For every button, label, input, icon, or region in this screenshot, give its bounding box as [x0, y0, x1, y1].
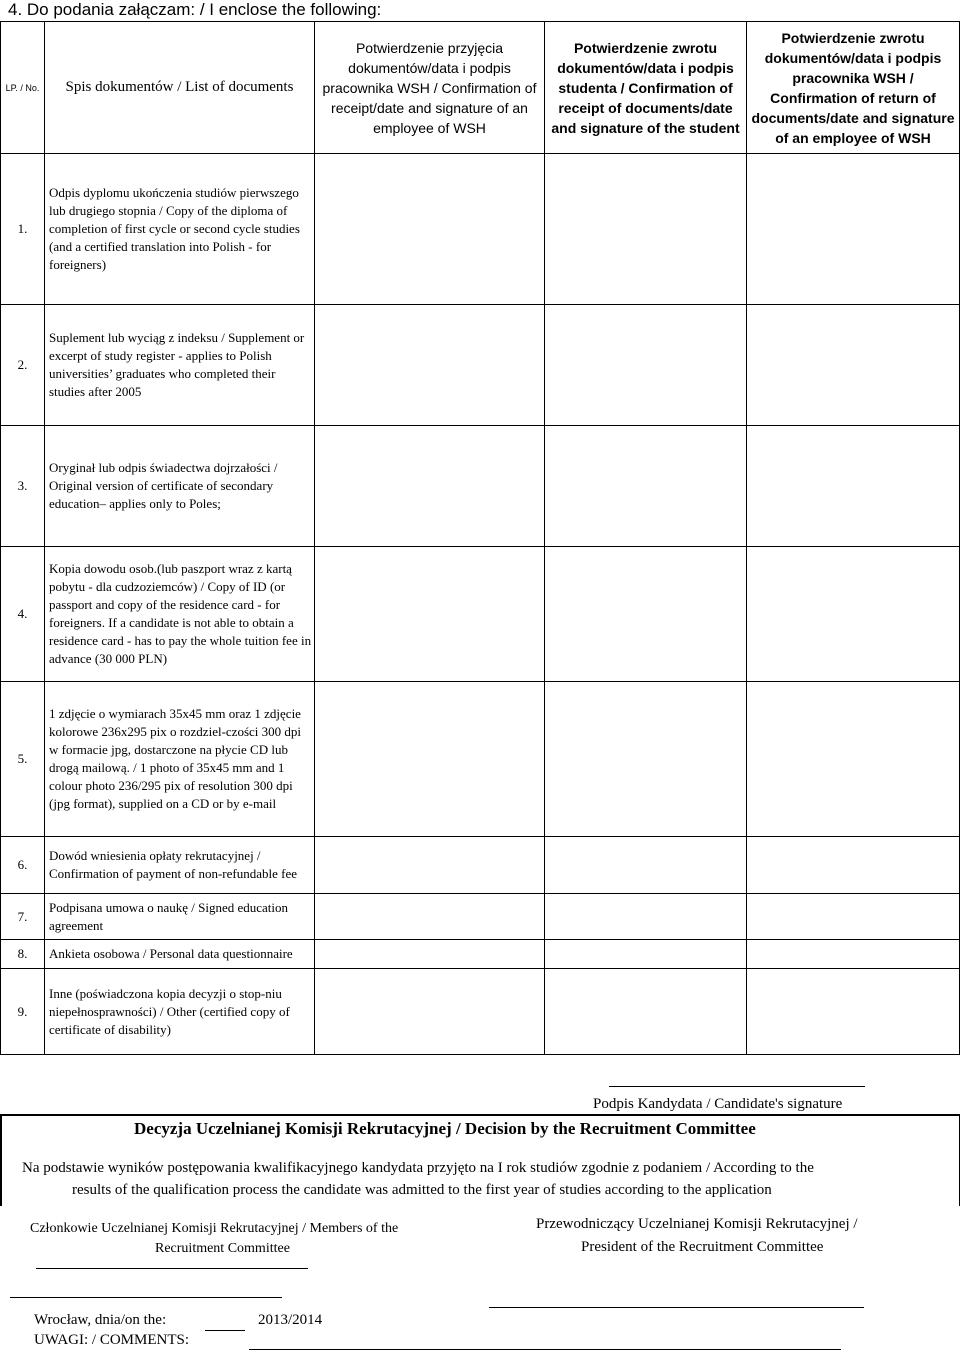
members-label-line-1: Członkowie Uczelnianej Komisji Rekrutacyjnej / Members of the [30, 1221, 399, 1236]
document-description: Dowód wniesienia opłaty rekrutacyjnej / Confirmation of payment of non-refundable fee [45, 837, 315, 894]
row-number: 6. [1, 837, 45, 894]
document-description: Inne (poświadczona kopia decyzji o stop-niu niepełnosprawności) / Other (certified copy of certificate of disability) [45, 969, 315, 1055]
row-number: 7. [1, 894, 45, 940]
table-row [1, 154, 960, 305]
header-receipt: Potwierdzenie przyjęcia dokumentów/data i podpis pracownika WSH / Confirmation of receipt/date and signature of an employee of WSH [315, 22, 545, 154]
table-row [1, 682, 960, 837]
row-number: 4. [1, 547, 45, 682]
receipt-cell[interactable] [315, 940, 545, 969]
document-description: 1 zdjęcie o wymiarach 35x45 mm oraz 1 zdjęcie kolorowe 236x295 pix o rozdziel-czości 300 dpi w formacie jpg, dostarczone na płycie CD lub drogą mailową. / 1 photo of 35x45 mm and 1 colour photo 236/295 pix of resolution 300 dpi (jpg format), supplied on a CD or by e-mail [45, 682, 315, 837]
return-employee-cell[interactable] [747, 682, 960, 837]
header-return-student: Potwierdzenie zwrotu dokumentów/data i podpis studenta / Confirmation of receipt of documents/date and signature of the student [545, 22, 747, 154]
header-list: Spis dokumentów / List of documents [45, 22, 315, 154]
receipt-cell[interactable] [315, 154, 545, 305]
table-row [1, 940, 960, 969]
president-label-line-2: President of the Recruitment Committee [581, 1239, 824, 1255]
return-student-cell[interactable] [545, 305, 747, 426]
return-student-cell[interactable] [545, 940, 747, 969]
comments-label: UWAGI: / COMMENTS: [34, 1332, 190, 1348]
document-description: Suplement lub wyciąg z indeksu / Supplement or excerpt of study register - applies to Polish universities’ graduates who completed their studies after 2005 [45, 305, 315, 426]
return-student-cell[interactable] [545, 682, 747, 837]
header-no: LP. / No. [1, 22, 45, 154]
return-student-cell[interactable] [545, 894, 747, 940]
receipt-cell[interactable] [315, 969, 545, 1055]
date-field-line[interactable] [205, 1330, 245, 1331]
table-row [1, 969, 960, 1055]
receipt-cell[interactable] [315, 837, 545, 894]
academic-year: 2013/2014 [258, 1312, 323, 1328]
return-employee-cell[interactable] [747, 305, 960, 426]
table-row [1, 837, 960, 894]
comments-field-line[interactable] [249, 1349, 841, 1350]
return-student-cell[interactable] [545, 837, 747, 894]
return-employee-cell[interactable] [747, 154, 960, 305]
row-number: 1. [1, 154, 45, 305]
members-label-line-2: Recruitment Committee [155, 1241, 290, 1256]
return-employee-cell[interactable] [747, 547, 960, 682]
document-description: Ankieta osobowa / Personal data questionnaire [45, 940, 315, 969]
row-number: 8. [1, 940, 45, 969]
return-student-cell[interactable] [545, 426, 747, 547]
return-student-cell[interactable] [545, 154, 747, 305]
return-employee-cell[interactable] [747, 894, 960, 940]
document-description: Odpis dyplomu ukończenia studiów pierwszego lub drugiego stopnia / Copy of the diploma of completion of first cycle or second cycle studies (and a certified translation into Polish - for foreigners) [45, 154, 315, 305]
table-row [1, 894, 960, 940]
row-number: 9. [1, 969, 45, 1055]
return-employee-cell[interactable] [747, 969, 960, 1055]
return-employee-cell[interactable] [747, 426, 960, 547]
row-number: 3. [1, 426, 45, 547]
section-title: 4. Do podania załączam: / I enclose the following: [8, 0, 382, 19]
document-description: Kopia dowodu osob.(lub paszport wraz z kartą pobytu - dla cudzoziemców) / Copy of ID (or passport and copy of the residence card - for foreigners. If a candidate is not able to obtain a residence card - has to pay the whole tuition fee in advance (30 000 PLN) [45, 547, 315, 682]
member-signature-line-2[interactable] [10, 1297, 282, 1298]
return-student-cell[interactable] [545, 969, 747, 1055]
receipt-cell[interactable] [315, 894, 545, 940]
receipt-cell[interactable] [315, 682, 545, 837]
return-student-cell[interactable] [545, 547, 747, 682]
return-employee-cell[interactable] [747, 837, 960, 894]
president-label-line-1: Przewodniczący Uczelnianej Komisji Rekrutacyjnej / [536, 1216, 858, 1232]
president-signature-line[interactable] [489, 1307, 864, 1308]
decision-title: Decyzja Uczelnianej Komisji Rekrutacyjnej / Decision by the Recruitment Committee [134, 1119, 756, 1138]
table-row [1, 426, 960, 547]
place-date-label: Wrocław, dnia/on the: [34, 1312, 167, 1328]
receipt-cell[interactable] [315, 426, 545, 547]
receipt-cell[interactable] [315, 305, 545, 426]
header-row [1, 22, 960, 154]
receipt-cell[interactable] [315, 547, 545, 682]
documents-table [0, 21, 960, 1055]
candidate-signature-line[interactable] [609, 1086, 865, 1087]
header-return-employee: Potwierdzenie zwrotu dokumentów/data i podpis pracownika WSH / Confirmation of return of documents/date and signature of an employee of WSH [747, 22, 960, 154]
decision-text-line-2: results of the qualification process the candidate was admitted to the first year of studies according to the application [72, 1182, 772, 1198]
member-signature-line-1[interactable] [36, 1268, 308, 1269]
table-row [1, 305, 960, 426]
table-row [1, 547, 960, 682]
return-employee-cell[interactable] [747, 940, 960, 969]
candidate-signature-label: Podpis Kandydata / Candidate's signature [593, 1096, 843, 1112]
document-description: Oryginał lub odpis świadectwa dojrzałości / Original version of certificate of secondary education– applies only to Poles; [45, 426, 315, 547]
row-number: 2. [1, 305, 45, 426]
row-number: 5. [1, 682, 45, 837]
decision-text-line-1: Na podstawie wyników postępowania kwalifikacyjnego kandydata przyjęto na I rok studiów zgodnie z podaniem / According to the [22, 1160, 814, 1176]
document-description: Podpisana umowa o naukę / Signed education agreement [45, 894, 315, 940]
